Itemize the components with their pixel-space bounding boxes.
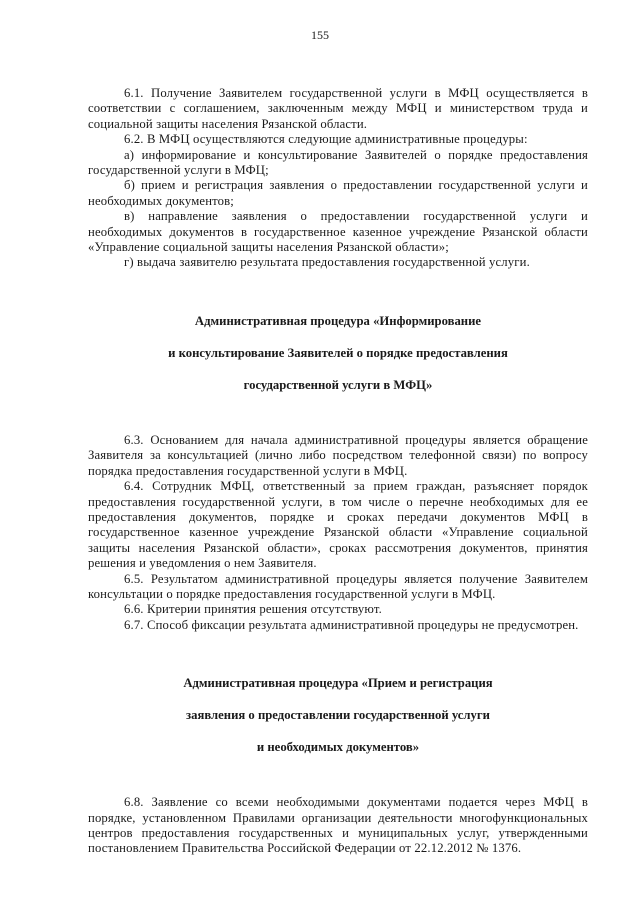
- section-heading-reception: [88, 659, 588, 771]
- heading-line: и консультирование Заявителей о порядке предоставления: [168, 345, 508, 360]
- paragraph-6-2: 6.2. В МФЦ осуществляются следующие административные процедуры:: [124, 132, 528, 147]
- heading-line: и необходимых документов»: [256, 740, 420, 755]
- page-number: 155: [311, 28, 329, 42]
- heading-line: заявления о предоставлении государственной услуги: [186, 708, 490, 723]
- paragraph-6-1: 6.1. Получение Заявителем государственной услуги в МФЦ осуществляется в соответствии с соглашением, заключенным между МФЦ и министерством труда и социальной защиты населения Рязанской области.: [88, 86, 588, 131]
- list-item-g: г) выдача заявителю результата предоставления государственной услуги.: [124, 255, 530, 270]
- heading-line: Административная процедура «Информирование: [194, 313, 482, 328]
- list-item-v: в) направление заявления о предоставлении государственной услуги и необходимых документов в государственное казенное учреждение Рязанской области «Управление социальной защиты населения Рязанской области»;: [88, 209, 588, 255]
- paragraph-6-4: 6.4. Сотрудник МФЦ, ответственный за прием граждан, разъясняет порядок предоставления государственной услуги, в том числе о перечне необходимых для ее предоставления документов, порядке и сроках передачи документов МФЦ в государственное казенное учреждение Рязанской области «Управление социальной защиты населения Рязанской области», сроках рассмотрения документов, принятия решения и уведомления о нем Заявителя.: [88, 479, 588, 571]
- paragraph-6-5: 6.5. Результатом административной процедуры является получение Заявителем консультации о порядке предоставления государственной услуги в МФЦ.: [88, 571, 588, 601]
- heading-line: Административная процедура «Прием и регистрация: [183, 676, 493, 691]
- paragraph-6-7: 6.7. Способ фиксации результата административной процедуры не предусмотрен.: [124, 617, 579, 632]
- heading-line: государственной услуги в МФЦ»: [243, 377, 433, 392]
- page-content: [88, 86, 588, 857]
- paragraph-6-6: 6.6. Критерии принятия решения отсутствуют.: [124, 602, 382, 617]
- paragraph-6-8: 6.8. Заявление со всеми необходимыми документами подается через МФЦ в порядке, установленном Правилами организации деятельности многофункциональных центров предоставления государственных и муниципальных услуг, утвержденными постановлением Правительства Российской Федерации от 22.12.2012 № 1376.: [88, 795, 588, 856]
- list-item-b: б) прием и регистрация заявления о предоставлении государственной услуги и необходимых документов;: [88, 178, 588, 208]
- paragraph-6-3: 6.3. Основанием для начала административной процедуры является обращение Заявителя за консультацией (лично либо посредством телефонной связи) по вопросу порядка предоставления государственной услуги в МФЦ.: [88, 432, 588, 478]
- section-heading-informing: [88, 297, 588, 409]
- list-item-a: а) информирование и консультирование Заявителей о порядке предоставления государственной услуги в МФЦ;: [88, 147, 588, 178]
